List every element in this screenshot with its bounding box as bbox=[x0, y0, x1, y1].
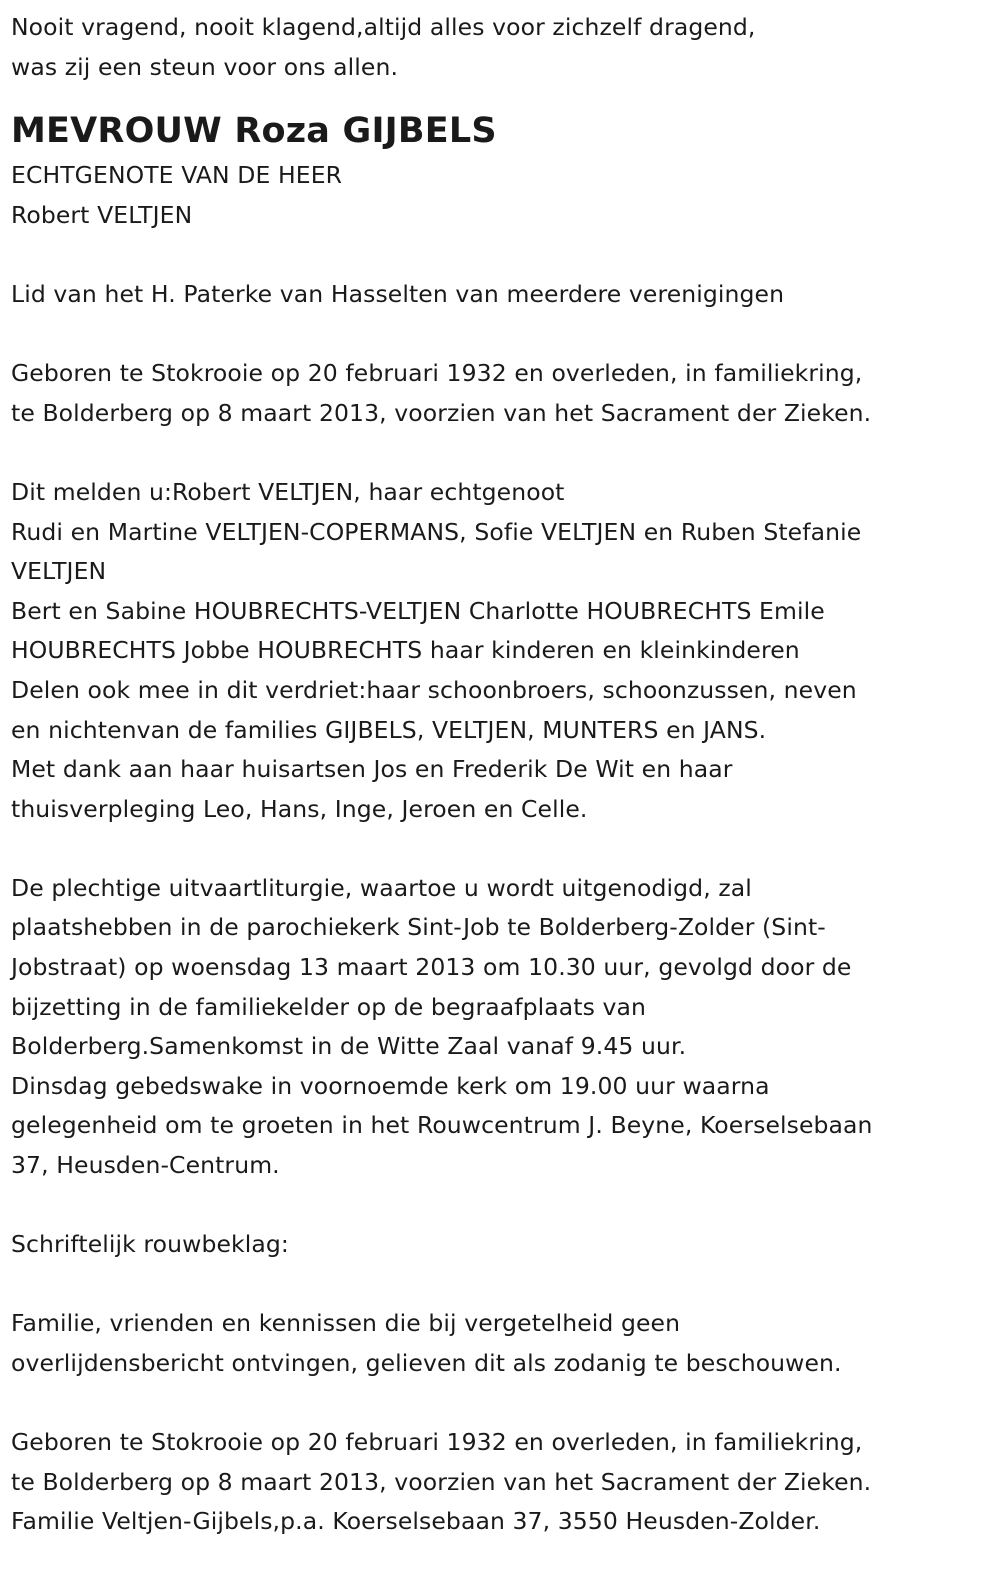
funeral-line: gelegenheid om te groeten in het Rouwcentrum J. Beyne, Koerselsebaan bbox=[11, 1111, 873, 1140]
family-line: Delen ook mee in dit verdriet:haar schoonbroers, schoonzussen, neven bbox=[11, 675, 857, 704]
birth-death-line: Geboren te Stokrooie op 20 februari 1932 en overleden, in familiekring, bbox=[11, 359, 863, 388]
funeral-line: bijzetting in de familiekelder op de begraafplaats van bbox=[11, 992, 647, 1021]
birth-death-line: te Bolderberg op 8 maart 2013, voorzien van het Sacrament der Zieken. bbox=[11, 398, 872, 427]
membership-line: Lid van het H. Paterke van Hasselten van meerdere verenigingen bbox=[11, 279, 785, 308]
family-line: en nichtenvan de families GIJBELS, VELTJEN, MUNTERS en JANS. bbox=[11, 715, 767, 744]
condolence-heading-line: Schriftelijk rouwbeklag: bbox=[11, 1230, 289, 1259]
notice-text bbox=[11, 1304, 986, 1383]
condolence-heading bbox=[11, 1225, 986, 1265]
family-line: VELTJEN bbox=[11, 557, 107, 586]
obituary-notice bbox=[11, 0, 986, 1542]
intro-quote-line: was zij een steun voor ons allen. bbox=[11, 52, 399, 81]
funeral-line: De plechtige uitvaartliturgie, waartoe u wordt uitgenodigd, zal bbox=[11, 873, 752, 902]
birth-death-info bbox=[11, 354, 986, 433]
closing-line: Familie Veltjen-Gijbels,p.a. Koerselsebaan 37, 3550 Heusden-Zolder. bbox=[11, 1507, 821, 1536]
spouse-info bbox=[11, 156, 986, 235]
spouse-line: ECHTGENOTE VAN DE HEER bbox=[11, 161, 343, 190]
intro-quote-line: Nooit vragend, nooit klagend,altijd alles voor zichzelf dragend, bbox=[11, 13, 756, 41]
closing-line: te Bolderberg op 8 maart 2013, voorzien van het Sacrament der Zieken. bbox=[11, 1467, 872, 1496]
family-line: Met dank aan haar huisartsen Jos en Frederik De Wit en haar bbox=[11, 755, 733, 784]
funeral-line: Jobstraat) op woensdag 13 maart 2013 om 10.30 uur, gevolgd door de bbox=[11, 953, 852, 982]
funeral-line: 37, Heusden-Centrum. bbox=[11, 1151, 280, 1180]
closing-text bbox=[11, 1423, 986, 1542]
family-line: HOUBRECHTS Jobbe HOUBRECHTS haar kinderen en kleinkinderen bbox=[11, 636, 800, 665]
funeral-line: Bolderberg.Samenkomst in de Witte Zaal vanaf 9.45 uur. bbox=[11, 1032, 687, 1061]
intro-quote bbox=[11, 8, 986, 87]
notice-line: overlijdensbericht ontvingen, gelieven dit als zodanig te beschouwen. bbox=[11, 1349, 842, 1377]
family-line: Dit melden u:Robert VELTJEN, haar echtgenoot bbox=[11, 477, 565, 506]
deceased-name: MEVROUW Roza GIJBELS bbox=[11, 111, 497, 152]
family-line: Rudi en Martine VELTJEN-COPERMANS, Sofie VELTJEN en Ruben Stefanie bbox=[11, 517, 862, 546]
membership-text bbox=[11, 275, 986, 315]
funeral-line: Dinsdag gebedswake in voornoemde kerk om 19.00 uur waarna bbox=[11, 1071, 770, 1100]
family-line: Bert en Sabine HOUBRECHTS-VELTJEN Charlotte HOUBRECHTS Emile bbox=[11, 596, 825, 625]
funeral-line: plaatshebben in de parochiekerk Sint-Job te Bolderberg-Zolder (Sint- bbox=[11, 913, 826, 942]
notice-line: Familie, vrienden en kennissen die bij vergetelheid geen bbox=[11, 1309, 681, 1338]
family-announcement bbox=[11, 473, 986, 829]
spouse-line: Robert VELTJEN bbox=[11, 200, 193, 229]
closing-line: Geboren te Stokrooie op 20 februari 1932 en overleden, in familiekring, bbox=[11, 1428, 863, 1457]
family-line: thuisverpleging Leo, Hans, Inge, Jeroen en Celle. bbox=[11, 794, 588, 823]
funeral-details bbox=[11, 869, 986, 1186]
